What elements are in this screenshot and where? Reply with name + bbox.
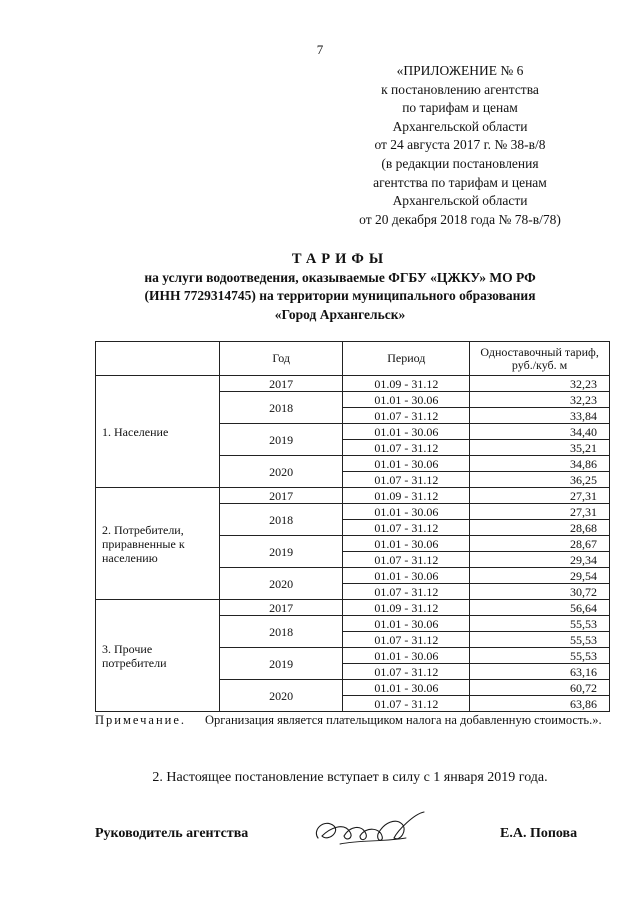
- signature-image: [310, 808, 430, 853]
- appendix-line: агентства по тарифам и ценам: [373, 174, 547, 190]
- tariff-cell: 63,16: [470, 664, 610, 680]
- tariff-cell: 33,84: [470, 408, 610, 424]
- signer-name: Е.А. Попова: [500, 826, 578, 841]
- category-cell: 3. Прочие потребители: [96, 600, 220, 712]
- clause-text: 2. Настоящее постановление вступает в силу с 1 января 2019 года.: [152, 770, 548, 785]
- title-line: (ИНН 7729314745) на территории муниципального образования: [144, 288, 536, 303]
- tariff-cell: 30,72: [470, 584, 610, 600]
- tariff-cell: 36,25: [470, 472, 610, 488]
- tariff-cell: 32,23: [470, 392, 610, 408]
- header-category: [96, 342, 220, 376]
- document-title: [60, 250, 620, 324]
- tariff-cell: 55,53: [470, 616, 610, 632]
- appendix-heading: [340, 62, 580, 229]
- appendix-line: к постановлению агентства: [381, 81, 539, 97]
- year-cell: 2017: [219, 488, 343, 504]
- appendix-line: (в редакции постановления: [381, 155, 539, 171]
- year-cell: 2017: [219, 376, 343, 392]
- header-tariff: Одноставочный тариф, руб./куб. м: [470, 342, 610, 376]
- tariff-cell: 60,72: [470, 680, 610, 696]
- title-line: на услуги водоотведения, оказываемые ФГБУ «ЦЖКУ» МО РФ: [144, 269, 536, 285]
- page-number: 7: [316, 42, 324, 57]
- year-cell: 2018: [219, 392, 343, 424]
- year-cell: 2018: [219, 616, 343, 648]
- appendix-line: Архангельской области: [392, 193, 528, 209]
- period-cell: 01.07 - 31.12: [343, 584, 470, 600]
- tariff-cell: 32,23: [470, 376, 610, 392]
- period-cell: 01.09 - 31.12: [343, 376, 470, 392]
- period-cell: 01.07 - 31.12: [343, 408, 470, 424]
- tariff-cell: 35,21: [470, 440, 610, 456]
- period-cell: 01.09 - 31.12: [343, 600, 470, 616]
- tariff-cell: 55,53: [470, 632, 610, 648]
- period-cell: 01.01 - 30.06: [343, 536, 470, 552]
- period-cell: 01.07 - 31.12: [343, 552, 470, 568]
- appendix-line: от 20 декабря 2018 года № 78-в/78): [359, 211, 561, 227]
- signer-title: Руководитель агентства: [95, 826, 249, 841]
- period-cell: 01.01 - 30.06: [343, 424, 470, 440]
- tariff-table: [95, 341, 610, 712]
- year-cell: 2019: [219, 424, 343, 456]
- period-cell: 01.01 - 30.06: [343, 456, 470, 472]
- period-cell: 01.01 - 30.06: [343, 392, 470, 408]
- tariff-cell: 28,68: [470, 520, 610, 536]
- appendix-line: «ПРИЛОЖЕНИЕ № 6: [396, 63, 524, 78]
- tariff-cell: 29,34: [470, 552, 610, 568]
- period-cell: 01.07 - 31.12: [343, 472, 470, 488]
- period-cell: 01.07 - 31.12: [343, 696, 470, 712]
- period-cell: 01.07 - 31.12: [343, 664, 470, 680]
- appendix-line: Архангельской области: [392, 118, 528, 134]
- tariff-cell: 56,64: [470, 600, 610, 616]
- table-row: [96, 488, 610, 504]
- year-cell: 2020: [219, 680, 343, 712]
- category-cell: 2. Потребители, приравненные к населению: [96, 488, 220, 600]
- category-cell: 1. Население: [96, 376, 220, 488]
- year-cell: 2017: [219, 600, 343, 616]
- period-cell: 01.01 - 30.06: [343, 616, 470, 632]
- period-cell: 01.01 - 30.06: [343, 680, 470, 696]
- period-cell: 01.01 - 30.06: [343, 504, 470, 520]
- period-cell: 01.07 - 31.12: [343, 440, 470, 456]
- header-period: Период: [343, 342, 470, 376]
- appendix-line: по тарифам и ценам: [402, 100, 518, 116]
- period-cell: 01.07 - 31.12: [343, 520, 470, 536]
- period-cell: 01.01 - 30.06: [343, 648, 470, 664]
- title-line: «Город Архангельск»: [274, 306, 406, 322]
- year-cell: 2020: [219, 568, 343, 600]
- year-cell: 2020: [219, 456, 343, 488]
- tariff-cell: 27,31: [470, 504, 610, 520]
- tariff-cell: 34,86: [470, 456, 610, 472]
- period-cell: 01.01 - 30.06: [343, 568, 470, 584]
- year-cell: 2019: [219, 648, 343, 680]
- tariff-cell: 55,53: [470, 648, 610, 664]
- year-cell: 2019: [219, 536, 343, 568]
- table-row: [96, 600, 610, 616]
- period-cell: 01.07 - 31.12: [343, 632, 470, 648]
- title-main: ТАРИФЫ: [291, 251, 389, 267]
- note-text: Организация является плательщиком налога на добавленную стоимость.».: [205, 713, 602, 727]
- tariff-cell: 34,40: [470, 424, 610, 440]
- header-year: Год: [219, 342, 343, 376]
- year-cell: 2018: [219, 504, 343, 536]
- appendix-line: от 24 августа 2017 г. № 38-в/8: [374, 137, 546, 153]
- table-body: [96, 376, 610, 712]
- table-row: [96, 376, 610, 392]
- tariff-cell: 63,86: [470, 696, 610, 712]
- note-label: Примечание.: [95, 713, 187, 727]
- table-header-row: [96, 342, 610, 376]
- tariff-cell: 28,67: [470, 536, 610, 552]
- tariff-cell: 29,54: [470, 568, 610, 584]
- period-cell: 01.09 - 31.12: [343, 488, 470, 504]
- tariff-cell: 27,31: [470, 488, 610, 504]
